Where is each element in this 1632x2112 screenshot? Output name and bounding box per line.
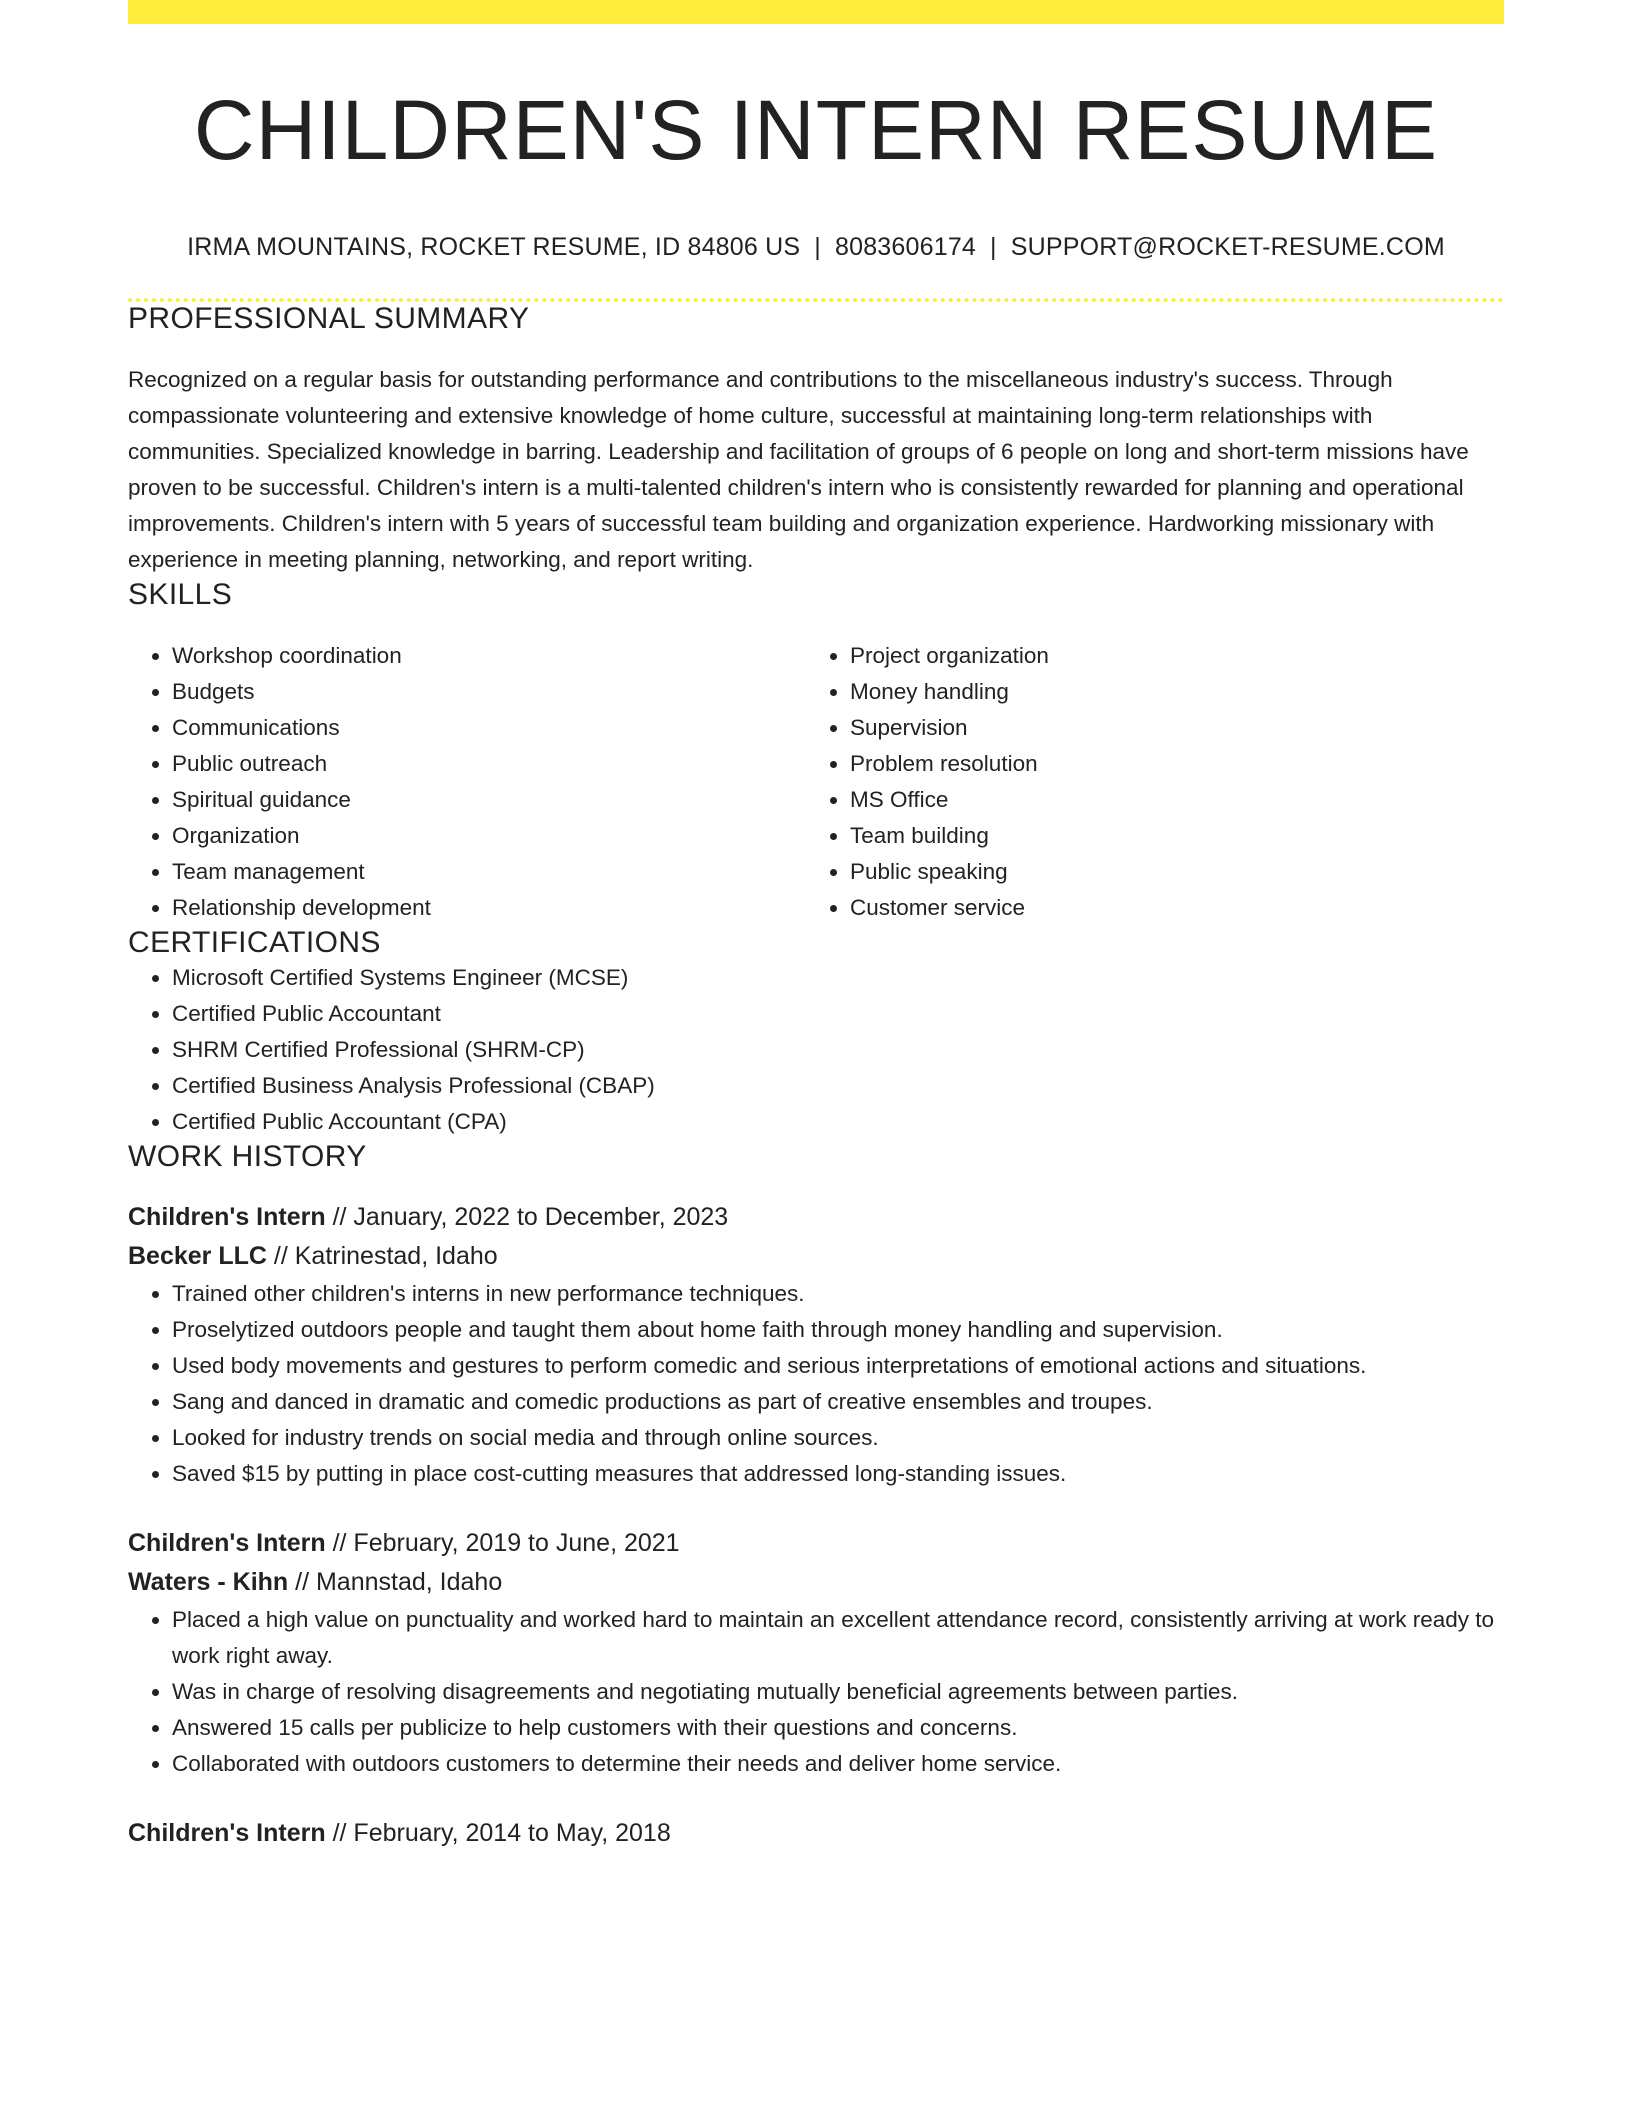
skill-item: • Public outreach [172,746,806,782]
job-bullet: • Sang and danced in dramatic and comedic productions as part of creative ensembles and troupes. [172,1384,1504,1420]
job-bullet: • Used body movements and gestures to perform comedic and serious interpretations of emotional actions and situations. [172,1348,1504,1384]
page-title: CHILDREN'S INTERN RESUME [193,83,1439,177]
resume-page [128,0,1504,1853]
certification-item: • Certified Public Accountant [172,996,1504,1032]
job-role-line [128,1524,1504,1563]
job-company: Waters - Kihn [128,1567,289,1596]
skills-right-list [806,638,1484,926]
contact-separator: | [990,232,997,261]
job-bullet: • Saved $15 by putting in place cost-cutting measures that addressed long-standing issues. [172,1456,1504,1492]
job-role-line [128,1198,1504,1237]
contact-address: IRMA MOUNTAINS, ROCKET RESUME, ID 84806 US [187,232,801,261]
job-bullet: • Placed a high value on punctuality and worked hard to maintain an excellent attendance record, consistently arriving at work ready to work right away. [172,1602,1504,1674]
skills-left-list [128,638,806,926]
skill-item: • Customer service [850,890,1484,926]
skill-item: • Communications [172,710,806,746]
certifications-section [128,926,1504,1140]
certification-item: • SHRM Certified Professional (SHRM-CP) [172,1032,1504,1068]
job-location: // Mannstad, Idaho [288,1567,503,1596]
contact-phone: 8083606174 [834,232,977,261]
skill-item: • Supervision [850,710,1484,746]
job-bullet: • Was in charge of resolving disagreements and negotiating mutually beneficial agreements between parties. [172,1674,1504,1710]
job-company-line [128,1563,1504,1602]
certifications-list [128,960,1504,1140]
contact-email: SUPPORT@ROCKET-RESUME.COM [1010,232,1445,261]
summary-text: Recognized on a regular basis for outstanding performance and contributions to the miscellaneous industry's success. Through compassionate volunteering and extensive knowledge of home culture, successful at maintaining long-term relationships with communities. Specialized knowledge in barring. Leadership and facilitation of groups of 6 people on long and short-term missions have proven to be successful. Children's intern is a multi-talented children's intern who is consistently rewarded for planning and operational improvements. Children's intern with 5 years of successful team building and organization experience. Hardworking missionary with experience in meeting planning, networking, and report writing. [128,366,1469,572]
job-dates: // February, 2014 to May, 2018 [325,1818,671,1847]
skill-item: • MS Office [850,782,1484,818]
skill-item: • Budgets [172,674,806,710]
job-bullets [128,1276,1504,1492]
contact-separator: | [814,232,821,261]
skill-item: • Spiritual guidance [172,782,806,818]
certification-item: • Microsoft Certified Systems Engineer (MCSE) [172,960,1504,996]
job-company: Becker LLC [128,1241,267,1270]
job-bullets [128,1602,1504,1782]
skill-item: • Relationship development [172,890,806,926]
skill-item: • Problem resolution [850,746,1484,782]
job-dates: // February, 2019 to June, 2021 [325,1528,680,1557]
skills-grid [128,638,1504,926]
job-bullet: • Trained other children's interns in new performance techniques. [172,1276,1504,1312]
job-role-line [128,1814,1504,1853]
job-bullet: • Looked for industry trends on social media and through online sources. [172,1420,1504,1456]
summary-section [128,302,1504,578]
job-bullet: • Answered 15 calls per publicize to help customers with their questions and concerns. [172,1710,1504,1746]
job-role: Children's Intern [128,1202,326,1231]
job-entry [128,1198,1504,1492]
job-entry [128,1814,1504,1853]
certifications-heading: CERTIFICATIONS [128,925,381,959]
top-accent-bar [128,0,1504,24]
skill-item: • Workshop coordination [172,638,806,674]
job-company-line [128,1237,1504,1276]
certification-item: • Certified Public Accountant (CPA) [172,1104,1504,1140]
summary-heading: PROFESSIONAL SUMMARY [128,301,530,335]
skill-item: • Public speaking [850,854,1484,890]
work-history-section [128,1140,1504,1853]
contact-line [128,233,1504,262]
job-location: // Katrinestad, Idaho [266,1241,498,1270]
skill-item: • Organization [172,818,806,854]
skill-item: • Money handling [850,674,1484,710]
job-role: Children's Intern [128,1818,326,1847]
skill-item: • Team building [850,818,1484,854]
skills-section [128,578,1504,926]
skills-heading: SKILLS [128,577,233,611]
job-bullet: • Collaborated with outdoors customers to determine their needs and deliver home service. [172,1746,1504,1782]
job-role: Children's Intern [128,1528,326,1557]
certification-item: • Certified Business Analysis Professional (CBAP) [172,1068,1504,1104]
work-history-heading: WORK HISTORY [128,1139,367,1173]
job-bullet: • Proselytized outdoors people and taught them about home faith through money handling and supervision. [172,1312,1504,1348]
skill-item: • Project organization [850,638,1484,674]
skill-item: • Team management [172,854,806,890]
job-dates: // January, 2022 to December, 2023 [325,1202,729,1231]
job-entry [128,1524,1504,1782]
